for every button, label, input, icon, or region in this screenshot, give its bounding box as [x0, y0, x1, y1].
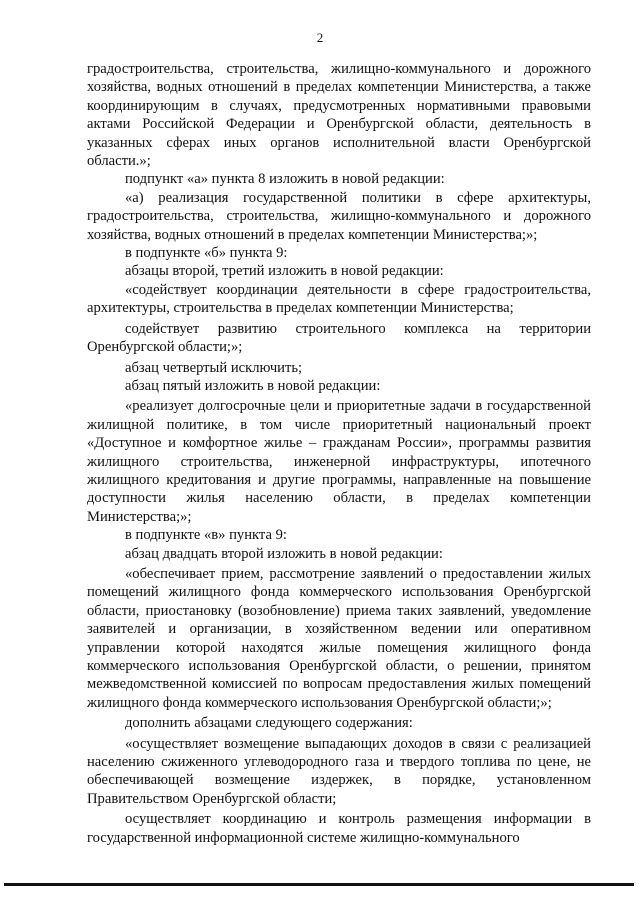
paragraph: подпункт «а» пункта 8 изложить в новой редакции: — [125, 171, 445, 188]
paragraph: абзац четвертый исключить; — [125, 359, 303, 376]
paragraph: в подпункте «б» пункта 9: — [125, 245, 288, 262]
document-body — [87, 60, 591, 847]
paragraph: абзац пятый изложить в новой редакции: — [125, 377, 381, 394]
paragraph: «осуществляет возмещение выпадающих доходов в связи с реализацией населению сжиженного углеводородного газа и твердого топлива по цене, не обеспечивающей возмещение издержек, в порядке, установленном Правительством Оренбургской области; — [87, 735, 591, 807]
page-bottom-rule — [4, 883, 634, 886]
paragraph: осуществляет координацию и контроль размещения информации в государственной информационной системе жилищно-коммунального — [87, 811, 591, 846]
paragraph: содействует развитию строительного комплекса на территории Оренбургской области;»; — [87, 320, 591, 356]
paragraph: «а) реализация государственной политики в сфере архитектуры, градостроительства, строительства, жилищно-коммунального и дорожного хозяйства, водных отношений в пределах компетенции Министерства;»; — [87, 189, 591, 243]
paragraph: «обеспечивает прием, рассмотрение заявлений о предоставлении жилых помещений жилищного фонда коммерческого использования Оренбургской области, приостановку (возобновление) приема таких заявлений, уведомление заявителей и организации, в хозяйственном ведении или оперативном управлении которой находятся жилые помещения жилищного фонда коммерческого использования Оренбургской области, о решении, принятом межведомственной комиссией по вопросам предоставления жилых помещений жилищного фонда коммерческого использования Оренбургской области;»; — [87, 565, 591, 711]
paragraph: абзацы второй, третий изложить в новой редакции: — [125, 263, 444, 280]
paragraph: «реализует долгосрочные цели и приоритетные задачи в государственной жилищной политике, в том числе приоритетный национальный проект «Доступное и комфортное жилье – гражданам России», программы развития жилищного строительства, инженерной инфраструктуры, ипотечного жилищного кредитования и другие программы, направленные на повышение доступности жилья населению области, в пределах компетенции Министерства;»; — [87, 398, 591, 525]
paragraph: дополнить абзацами следующего содержания: — [125, 715, 413, 732]
paragraph: абзац двадцать второй изложить в новой редакции: — [125, 545, 443, 562]
paragraph: в подпункте «в» пункта 9: — [125, 527, 287, 544]
page-number: 2 — [316, 30, 324, 45]
paragraph: «содействует координации деятельности в сфере градостроительства, архитектуры, строительства в пределах компетенции Министерства; — [87, 281, 591, 317]
paragraph: градостроительства, строительства, жилищно-коммунального и дорожного хозяйства, водных отношений в пределах компетенции Министерства, а также координирующим в случаях, предусмотренных нормативными правовыми актами Российской Федерации и Оренбургской области, деятельность в указанных сферах иных органов исполнительной власти Оренбургской области.»; — [87, 61, 591, 170]
